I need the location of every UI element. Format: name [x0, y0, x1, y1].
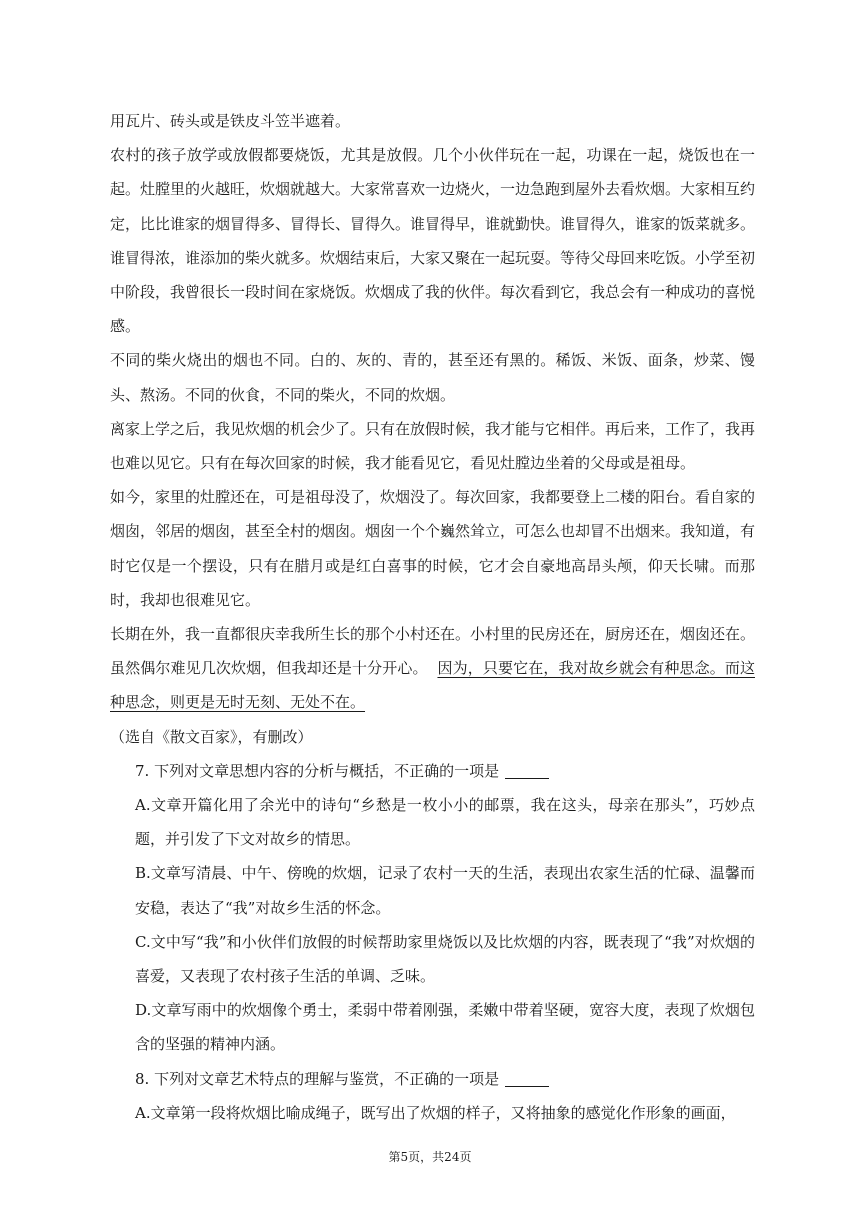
question-7-option-d: D.文章写雨中的炊烟像个勇士，柔弱中带着刚强，柔嫩中带着坚硬，宽容大度，表现了炊烟包含的坚强的精神内涵。 [135, 1001, 755, 1054]
page-content [110, 104, 755, 1130]
page-footer: 第5页，共24页 [388, 1150, 472, 1164]
question-8-option-a: A.文章第一段将炊烟比喻成绳子，既写出了炊烟的样子，又将抽象的感觉化作形象的画面， [135, 1103, 736, 1122]
question-7-option-c: C.文中写“我”和小伙伴们放假的时候帮助家里烧饭以及比炊烟的内容，既表现了“我”对炊烟的喜爱，又表现了农村孩子生活的单调、乏味。 [135, 932, 755, 986]
passage-paragraph-2: 不同的柴火烧出的烟也不同。白的、灰的、青的，甚至还有黑的。稀饭、米饭、面条，炒菜、馒头、熬汤。不同的伙食，不同的柴火，不同的炊烟。 [110, 351, 755, 404]
question-7-option-b: B.文章写清晨、中午、傍晚的炊烟，记录了农村一天的生活，表现出农家生活的忙碌、温馨而安稳，表达了“我”对故乡生活的怀念。 [135, 864, 755, 917]
question-8-stem-text: 8. 下列对文章艺术特点的理解与鉴赏，不正确的一项是 [135, 1069, 500, 1088]
passage-paragraph-5 [110, 617, 755, 720]
question-7-stem [110, 754, 755, 788]
answer-blank-7[interactable] [505, 763, 549, 779]
passage-paragraph-5-plain: 长期在外，我一直都很庆幸我所生长的那个小村还在。小村里的民房还在，厨房还在，烟囱还在。虽然偶尔难见几次炊烟，但我却还是十分开心。 [110, 625, 756, 678]
question-7-stem-text: 7. 下列对文章思想内容的分析与概括，不正确的一项是 [135, 761, 500, 780]
passage-paragraph-4: 如今，家里的灶膛还在，可是祖母没了，炊烟没了。每次回家，我都要登上二楼的阳台。看自家的烟囱，邻居的烟囱，甚至全村的烟囱。烟囱一个个巍然耸立，可怎么也却冒不出烟来。我知道，有时它仅是一个摆设，只有在腊月或是红白喜事的时候，它才会自豪地高昂头颅，仰天长啸。而那时，我却也很难见它。 [110, 488, 756, 609]
passage-paragraph-3: 离家上学之后，我见炊烟的机会少了。只有在放假时候，我才能与它相伴。再后来，工作了，我再也难以见它。只有在每次回家的时候，我才能看见它，看见灶膛边坐着的父母或是祖母。 [110, 419, 756, 473]
passage-paragraph-1: 农村的孩子放学或放假都要烧饭，尤其是放假。几个小伙伴玩在一起，功课在一起，烧饭也在一起。灶膛里的火越旺，炊烟就越大。大家常喜欢一边烧火，一边急跑到屋外去看炊烟。大家相互约定，比比谁家的烟冒得多、冒得长、冒得久。谁冒得早，谁就勤快。谁冒得久，谁家的饭菜就多。谁冒得浓，谁添加的柴火就多。炊烟结束后，大家又聚在一起玩耍。等待父母回来吃饭。小学至初中阶段，我曾很长一段时间在家烧饭。炊烟成了我的伙伴。每次看到它，我总会有一种成功的喜悦感。 [110, 146, 756, 336]
question-8-stem [110, 1062, 755, 1096]
answer-blank-8[interactable] [505, 1071, 549, 1087]
passage-paragraph-0: 用瓦片、砖头或是铁皮斗笠半遮着。 [110, 112, 351, 130]
passage-source: （选自《散文百家》，有删改） [110, 727, 313, 746]
question-7-option-a: A.文章开篇化用了余光中的诗句“乡愁是一枚小小的邮票，我在这头，母亲在那头”，巧妙点题，并引发了下文对故乡的情思。 [135, 796, 755, 849]
passage-underlined-sentence: 因为，只要它在，我对故乡就会有种思念。而这种思念，则更是无时无刻、无处不在。 [110, 659, 755, 712]
